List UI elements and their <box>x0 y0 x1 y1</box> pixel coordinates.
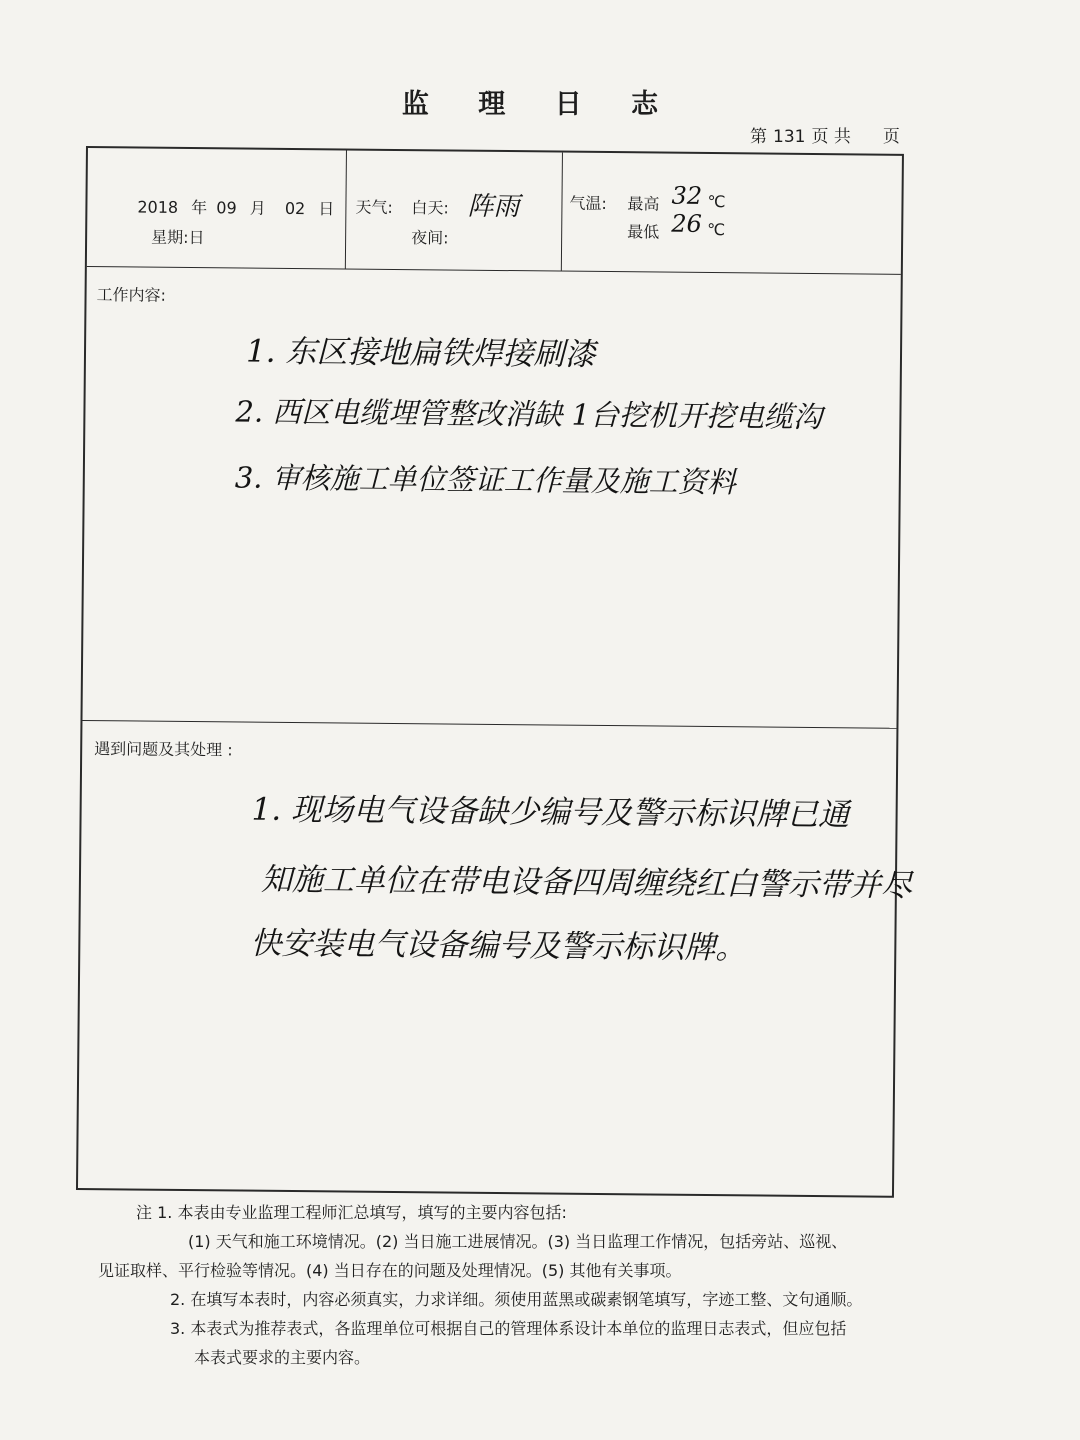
high-label: 最高 <box>627 194 660 214</box>
note-3: 3. 本表式为推荐表式，各监理单位可根据自己的管理体系设计本单位的监理日志表式，但应包括 <box>170 1319 847 1338</box>
day-unit: 日 <box>318 199 335 219</box>
form-notes <box>98 1198 978 1372</box>
note-2: 2. 在填写本表时，内容必须真实，力求详细。须使用蓝黑或碳素钢笔填写，字迹工整、文句通顺。 <box>170 1290 863 1309</box>
divider-date-weather <box>345 150 347 268</box>
work-item-3: 3. 审核施工单位签证工作量及施工资料 <box>234 460 736 500</box>
low-label: 最低 <box>627 222 660 242</box>
note-3-cont: 本表式要求的主要内容。 <box>194 1348 371 1367</box>
page-prefix: 第 <box>750 127 767 147</box>
page-suffix: 页 <box>882 127 900 147</box>
note-1-detail-b: 见证取样、平行检验等情况。(4) 当日存在的问题及处理情况。(5) 其他有关事项。 <box>98 1261 682 1280</box>
page-number <box>750 122 906 147</box>
problem-line-3: 快安装电气设备编号及警示标识牌。 <box>250 925 747 967</box>
page-total-label: 页 共 <box>811 127 851 147</box>
problem-line-2: 知施工单位在带电设备四周缠绕红白警示带并尽 <box>260 861 913 904</box>
problems-label: 遇到问题及其处理 : <box>94 739 233 760</box>
divider-work-problems <box>82 720 896 729</box>
weekday-label: 星期: <box>151 227 189 247</box>
low-temp-handwritten: 26 <box>671 209 702 238</box>
note-1: 注 1. 本表由专业监理工程师汇总填写，填写的主要内容包括: <box>136 1203 567 1222</box>
page-number-value: 131 <box>773 127 806 147</box>
work-content-label: 工作内容: <box>96 285 167 305</box>
daytime-weather-handwritten: 阵雨 <box>467 191 520 223</box>
date-day: 02 <box>284 198 306 219</box>
high-temp-handwritten: 32 <box>671 181 703 210</box>
divider-weather-temp <box>561 153 563 271</box>
work-item-1: 1. 东区接地扁铁焊接刷漆 <box>245 333 596 373</box>
high-unit: ℃ <box>707 191 726 212</box>
date-year: 2018 <box>137 197 179 217</box>
log-form <box>76 146 913 1198</box>
date-line <box>137 194 334 219</box>
month-unit: 月 <box>249 198 266 218</box>
weekday-line <box>151 225 205 249</box>
night-label: 夜间: <box>411 228 449 248</box>
date-month: 09 <box>216 198 237 218</box>
work-item-2: 2. 西区电缆埋管整改消缺 1台挖机开挖电缆沟 <box>235 394 823 435</box>
weekday-value: 日 <box>188 227 205 248</box>
low-unit: ℃ <box>707 219 726 240</box>
temp-label: 气温: <box>569 193 607 214</box>
problem-line-1: 1. 现场电气设备缺少编号及警示标识牌已通 <box>251 791 850 834</box>
daytime-label: 白天: <box>411 198 449 218</box>
weather-label: 天气: <box>355 197 393 217</box>
note-1-detail-a: (1) 天气和施工环境情况。(2) 当日施工进展情况。(3) 当日监理工作情况，包括旁站、巡视、 <box>188 1232 848 1251</box>
year-unit: 年 <box>191 198 208 218</box>
page-title: 监 理 日 志 <box>401 89 679 120</box>
divider-header <box>87 266 901 275</box>
